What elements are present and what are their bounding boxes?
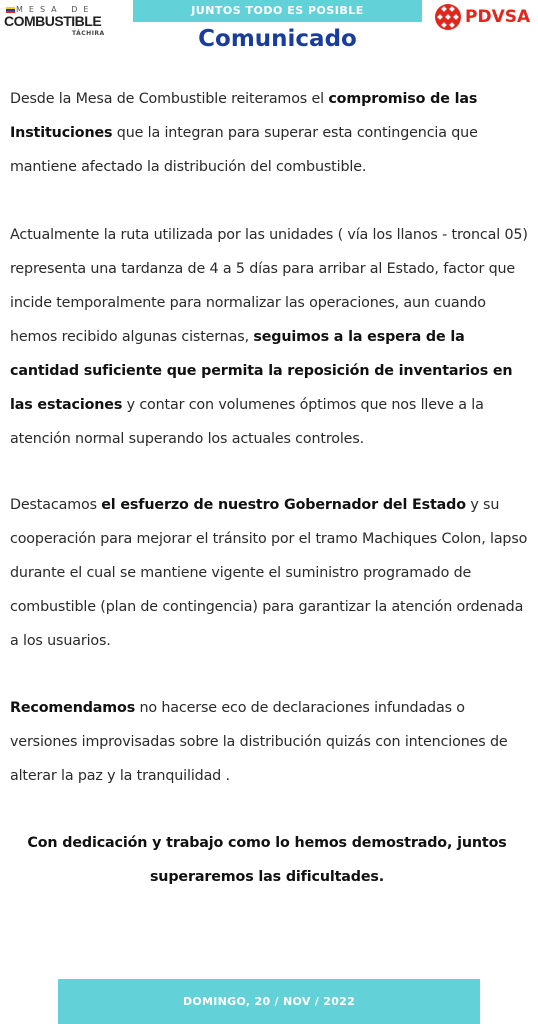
paragraph-1 — [10, 82, 532, 184]
pdvsa-logo-text: PDVSA — [465, 7, 531, 27]
paragraph-1-text-b: que la integran para superar esta contingencia que mantiene afectado la distribución del combustible. — [10, 125, 478, 175]
logo-tachira-text: TÁCHIRA — [72, 30, 105, 37]
pdvsa-logo-icon — [434, 3, 462, 31]
slogan-banner — [133, 0, 422, 22]
paragraph-3 — [10, 488, 532, 658]
slogan-text: JUNTOS TODO ES POSIBLE — [191, 4, 364, 17]
paragraph-1-text-a: Desde la Mesa de Combustible reiteramos el — [10, 91, 329, 107]
paragraph-3-text-b: y su cooperación para mejorar el tránsito por el tramo Machiques Colon, lapso durante el cual se mantiene vigente el suministro programado de combustible (plan de contingencia) para garantizar la atención ordenada a los usuarios. — [10, 497, 528, 649]
paragraph-4-bold: Recomendamos — [10, 700, 136, 716]
paragraph-3-text-a: Destacamos — [10, 497, 102, 513]
closing-statement: Con dedicación y trabajo como lo hemos demostrado, juntos superaremos las dificultades. — [27, 835, 507, 885]
paragraph-2-bold: seguimos a la espera de la cantidad suficiente que permita la reposición de inventarios en las estaciones — [10, 329, 513, 413]
date-footer — [58, 979, 480, 1024]
paragraph-2-text-a: Actualmente la ruta utilizada por las unidades ( vía los llanos - troncal 05) representa una tardanza de 4 a 5 días para arribar al Estado, factor que incide temporalmente para normalizar las operaciones, aun cuando hemos recibido algunas cisternas, — [10, 227, 528, 345]
mesa-combustible-logo — [4, 3, 104, 37]
header — [0, 0, 538, 62]
paragraph-4-text: no hacerse eco de declaraciones infundadas o versiones improvisadas sobre la distribución quizás con intenciones de alterar la paz y la tranquilidad . — [10, 700, 508, 784]
pdvsa-logo — [434, 3, 536, 31]
logo-mesa-text: MESA DE — [16, 5, 95, 14]
paragraph-3-bold: el esfuerzo de nuestro Gobernador del Estado — [101, 497, 466, 513]
page-title: Comunicado — [198, 26, 357, 52]
logo-combustible-text: COMBUSTIBLE — [4, 13, 102, 29]
footer-date: DOMINGO, 20 / NOV / 2022 — [182, 995, 356, 1008]
paragraph-1-bold: compromiso de las Instituciones — [10, 91, 478, 141]
paragraph-4 — [10, 691, 532, 793]
paragraph-2 — [10, 218, 532, 456]
paragraph-2-text-b: y contar con volumenes óptimos que nos lleve a la atención normal superando los actuales controles. — [10, 397, 484, 447]
